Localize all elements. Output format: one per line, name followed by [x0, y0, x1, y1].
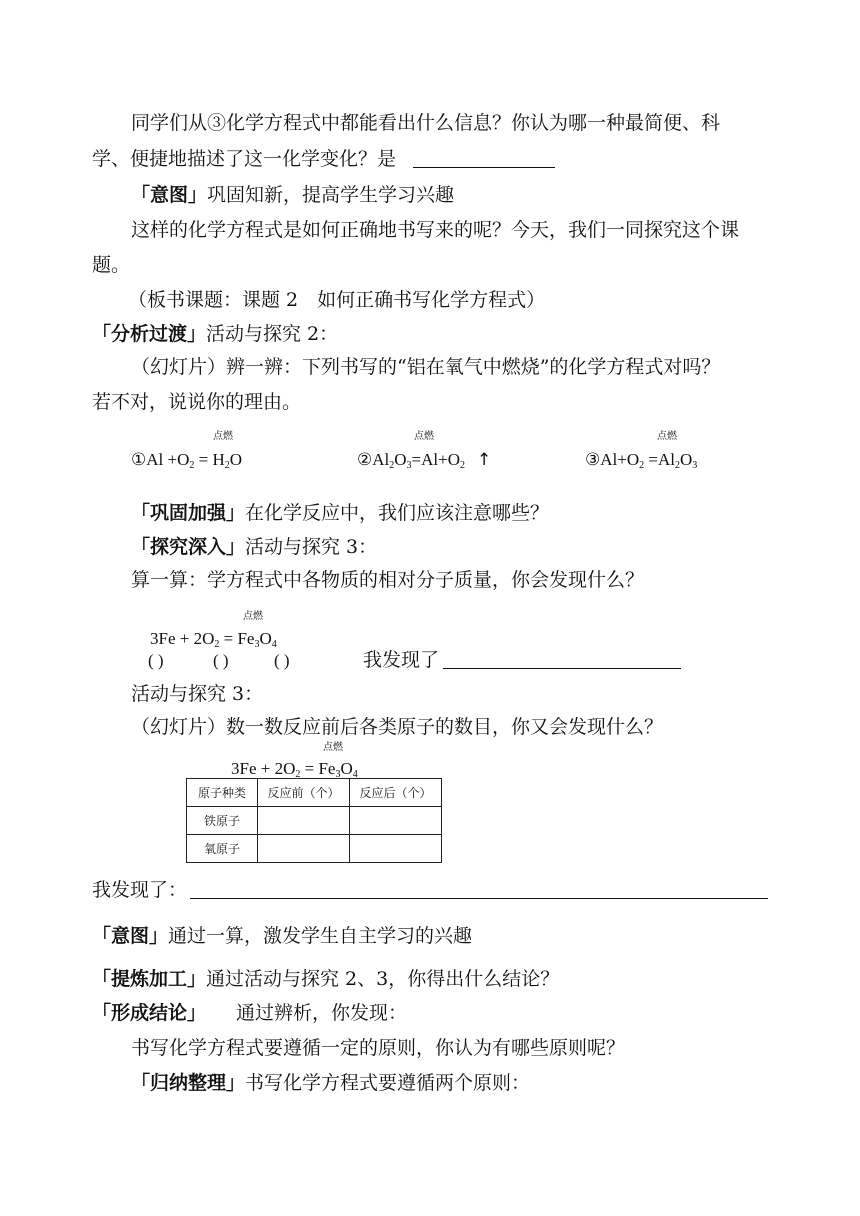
mass-blank[interactable]: ( ) [274, 651, 290, 670]
table-header-row [187, 779, 442, 807]
explore-heading [131, 535, 377, 559]
condition-label: 点燃 [323, 742, 343, 753]
answer-blank[interactable] [413, 167, 555, 168]
conclude-tag: 「形成结论」 [92, 1002, 207, 1024]
table-cell[interactable] [350, 835, 442, 863]
text-line: （幻灯片）辨一辨：下列书写的“铝在氧气中燃烧”的化学方程式对吗？ [131, 356, 721, 378]
table-cell[interactable] [350, 807, 442, 835]
intent-text: 通过一算，激发学生自主学习的兴趣 [168, 925, 473, 947]
atom-count-table [186, 778, 442, 863]
answer-blank[interactable] [190, 898, 768, 899]
board-title: （板书课题：课题 2 如何正确书写化学方程式） [128, 289, 546, 311]
found-label: 我发现了 [363, 649, 440, 671]
condition-label: 点燃 [243, 611, 263, 622]
answer-blank[interactable] [443, 668, 681, 669]
table-cell: 氧原子 [187, 835, 258, 863]
refine-text: 通过活动与探究 2、3，你得出什么结论？ [206, 968, 560, 990]
iron-equation: $3Fe + 2O_2 = Fe_3O_4$ [231, 759, 358, 780]
consolidate-text: 在化学反应中，我们应该注意哪些？ [245, 502, 550, 524]
analysis-heading [92, 322, 338, 346]
text-line: 题。 [92, 254, 131, 276]
table-row [187, 835, 442, 863]
equation-1: ①Al $+O_2 = H_2O$ [131, 450, 243, 471]
gas-arrow-icon: ↑ [476, 450, 492, 470]
intent-heading [92, 924, 472, 948]
condition-label: 点燃 [657, 431, 677, 442]
intent-text: 巩固知新，提高学生学习兴趣 [207, 184, 455, 206]
table-cell: 铁原子 [187, 807, 258, 835]
intent-tag: 「意图」 [131, 184, 208, 206]
intent-heading [131, 183, 454, 207]
conclude-heading [92, 1001, 407, 1025]
text-line: 算一算：学方程式中各物质的相对分子质量，你会发现什么？ [131, 569, 645, 591]
mass-blank[interactable]: ( ) [148, 651, 164, 670]
equation-3: $③Al+O_2 =Al_2O_3$ [585, 450, 698, 471]
analysis-text: 活动与探究 2： [206, 323, 339, 345]
text-line: （幻灯片）数一数反应前后各类原子的数目，你又会发现什么？ [131, 716, 664, 738]
equation-2: $②Al_2O_3=Al+O_2$ ↑ [357, 450, 492, 471]
table-cell[interactable] [258, 807, 350, 835]
conclude-text: 通过辨析，你发现： [236, 1002, 408, 1024]
found-label: 我发现了： [92, 879, 188, 901]
summary-heading [131, 1071, 530, 1095]
iron-equation: $3Fe + 2O_2 = Fe_3O_4$ [150, 629, 277, 650]
condition-label: 点燃 [213, 431, 233, 442]
text-line: 若不对，说说你的理由。 [92, 391, 302, 413]
explore-tag: 「探究深入」 [131, 536, 246, 558]
refine-heading [92, 967, 559, 991]
intent-tag: 「意图」 [92, 925, 169, 947]
refine-tag: 「提炼加工」 [92, 968, 207, 990]
table-header: 反应前（个） [258, 779, 350, 807]
analysis-tag: 「分析过渡」 [92, 323, 207, 345]
summary-text: 书写化学方程式要遵循两个原则： [245, 1072, 531, 1094]
consolidate-heading [131, 501, 549, 525]
text-line: 书写化学方程式要遵循一定的原则，你认为有哪些原则呢？ [131, 1037, 626, 1059]
text-line: 活动与探究 3： [131, 683, 264, 705]
consolidate-tag: 「巩固加强」 [131, 502, 246, 524]
condition-label: 点燃 [414, 431, 434, 442]
mass-blank[interactable]: ( ) [213, 651, 229, 670]
explore-text: 活动与探究 3： [245, 536, 378, 558]
text-line: 同学们从③化学方程式中都能看出什么信息？你认为哪一种最简便、科 [131, 112, 721, 134]
text-line: 这样的化学方程式是如何正确地书写来的呢？今天，我们一同探究这个课 [131, 219, 740, 241]
summary-tag: 「归纳整理」 [131, 1072, 246, 1094]
text-line: 学、便捷地描述了这一化学变化？是 [92, 148, 397, 170]
table-row [187, 807, 442, 835]
table-header: 原子种类 [187, 779, 258, 807]
table-cell[interactable] [258, 835, 350, 863]
table-header: 反应后（个） [350, 779, 442, 807]
